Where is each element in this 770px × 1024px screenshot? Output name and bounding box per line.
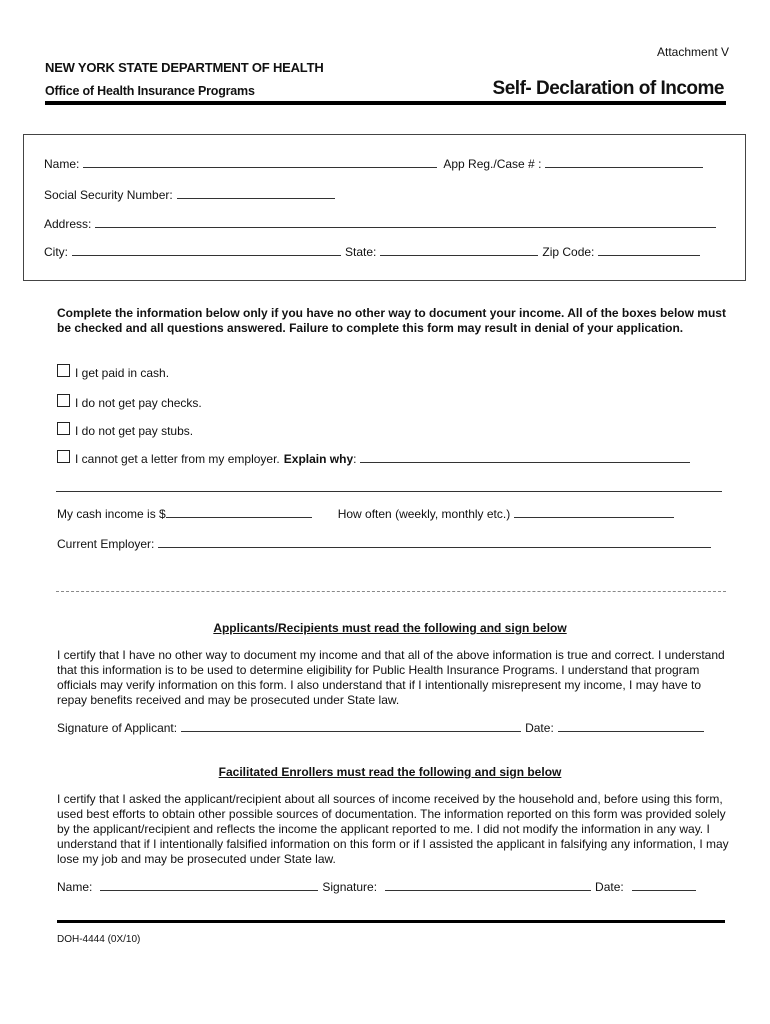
checkbox-no-employer-letter[interactable] bbox=[57, 450, 70, 463]
checkbox-row-3[interactable] bbox=[57, 422, 193, 438]
city-field[interactable] bbox=[72, 254, 341, 256]
address-row bbox=[44, 217, 720, 231]
name-label: Name: bbox=[44, 157, 80, 171]
explain-colon: : bbox=[353, 452, 357, 466]
form-number: DOH-4444 (0X/10) bbox=[57, 934, 141, 945]
address-label: Address: bbox=[44, 217, 92, 231]
zip-field[interactable] bbox=[598, 254, 700, 256]
explain-why-label: Explain why bbox=[283, 452, 354, 466]
enroller-date-field[interactable] bbox=[632, 889, 696, 891]
applicant-date-field[interactable] bbox=[558, 730, 704, 732]
state-field[interactable] bbox=[380, 254, 538, 256]
name-field[interactable] bbox=[83, 166, 437, 168]
city-row bbox=[44, 245, 704, 259]
enroller-certification-text: I certify that I asked the applicant/recipient about all sources of income received by the household and, before using this form, used best efforts to obtain other possible sources of documentation. The information reported on this form was provided solely by the applicant/recipient and reflects the income the applicant reported to me. I did not modify the information in any way. I understand that if I intentionally falsified information on this form or if I assisted the applicant in falsifying any information, I may lose my job and may be prosecuted under State law. bbox=[57, 792, 729, 866]
app-reg-field[interactable] bbox=[545, 166, 703, 168]
employer-label: Current Employer: bbox=[57, 537, 155, 551]
enroller-signature-field[interactable] bbox=[385, 889, 591, 891]
checkbox-row-4[interactable] bbox=[57, 450, 694, 466]
applicant-certification-text: I certify that I have no other way to document my income and that all of the above information is true and correct. I understand that this information is to be used to determine eligibility for Public Health Insurance Programs. I understand that program officials may verify information on this form. I also understand that if I intentionally misrepresent my income, I may have to repay benefits received and may be prosecuted under State law. bbox=[57, 648, 725, 707]
how-often-label: How often (weekly, monthly etc.) bbox=[337, 507, 511, 521]
applicant-signature-row bbox=[57, 721, 708, 735]
cash-income-field[interactable] bbox=[166, 516, 312, 518]
enroller-name-label: Name: bbox=[57, 880, 93, 894]
attachment-label: Attachment V bbox=[657, 45, 730, 59]
applicant-signature-field[interactable] bbox=[181, 730, 521, 732]
ssn-row bbox=[44, 188, 339, 202]
office-name: Office of Health Insurance Programs bbox=[45, 84, 255, 98]
enroller-signature-label: Signature: bbox=[322, 880, 378, 894]
city-label: City: bbox=[44, 245, 68, 259]
department-name: NEW YORK STATE DEPARTMENT OF HEALTH bbox=[45, 60, 324, 75]
ssn-field[interactable] bbox=[177, 197, 335, 199]
checkbox-label: I do not get pay stubs. bbox=[75, 424, 194, 438]
ssn-label: Social Security Number: bbox=[44, 188, 173, 202]
zip-label: Zip Code: bbox=[542, 245, 595, 259]
cash-income-label: My cash income is $ bbox=[57, 507, 166, 521]
enroller-signature-row bbox=[57, 880, 700, 894]
enroller-date-label: Date: bbox=[595, 880, 624, 894]
footer-rule bbox=[57, 920, 725, 923]
applicant-signature-label: Signature of Applicant: bbox=[57, 721, 178, 735]
checkbox-paid-cash[interactable] bbox=[57, 364, 70, 377]
instructions-text: Complete the information below only if you have no other way to document your income. All of the boxes below must be checked and all questions answered. Failure to complete this form may result in denial of your application. bbox=[57, 306, 726, 335]
employer-field[interactable] bbox=[158, 546, 711, 548]
address-field[interactable] bbox=[95, 226, 716, 228]
explain-field[interactable] bbox=[360, 461, 690, 463]
enroller-section-heading: Facilitated Enrollers must read the following and sign below bbox=[218, 765, 562, 779]
how-often-field[interactable] bbox=[514, 516, 674, 518]
cash-income-row bbox=[57, 507, 678, 521]
checkbox-no-pay-checks[interactable] bbox=[57, 394, 70, 407]
state-label: State: bbox=[345, 245, 377, 259]
header-rule bbox=[45, 101, 726, 105]
enroller-name-field[interactable] bbox=[100, 889, 318, 891]
employer-row bbox=[57, 537, 715, 551]
app-reg-label: App Reg./Case # : bbox=[443, 157, 542, 171]
checkbox-row-2[interactable] bbox=[57, 394, 202, 410]
checkbox-row-1[interactable] bbox=[57, 364, 169, 380]
name-row bbox=[44, 157, 707, 171]
checkbox-label: I do not get pay checks. bbox=[75, 396, 202, 410]
explain-field-continued[interactable] bbox=[56, 491, 722, 492]
form-title: Self- Declaration of Income bbox=[492, 78, 724, 99]
section-divider bbox=[56, 591, 726, 592]
checkbox-no-pay-stubs[interactable] bbox=[57, 422, 70, 435]
checkbox-label: I cannot get a letter from my employer. bbox=[75, 452, 280, 466]
applicant-date-label: Date: bbox=[525, 721, 554, 735]
applicant-section-heading: Applicants/Recipients must read the following and sign below bbox=[213, 621, 567, 635]
checkbox-label: I get paid in cash. bbox=[75, 366, 170, 380]
